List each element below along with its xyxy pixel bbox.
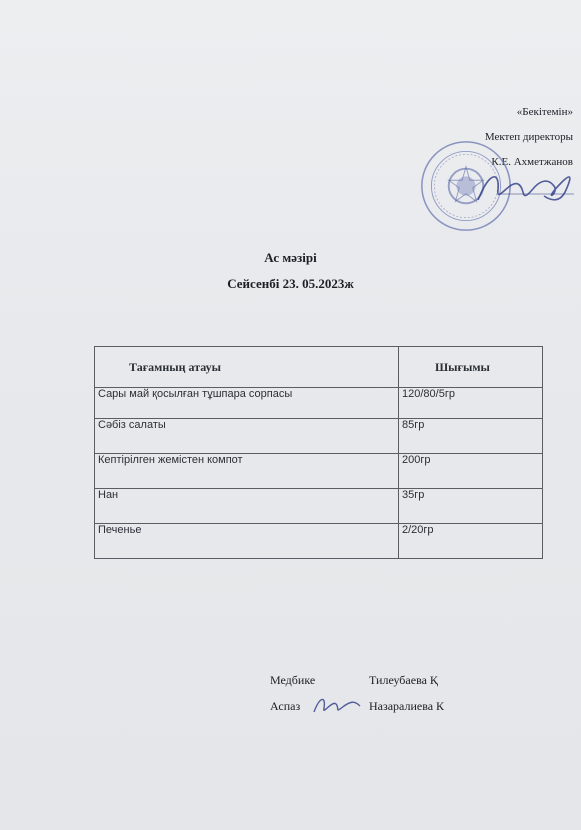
document-date: Сейсенбі 23. 05.2023ж [227,276,354,291]
approval-heading: «Бекітемін» [516,106,573,118]
dish-name-cell: Кептірілген жемістен компот [95,454,399,489]
table-row [95,489,543,524]
cook-name: Назаралиева К [369,699,445,713]
dish-name-cell: Нан [95,489,399,524]
dish-name-cell: Сәбіз салаты [95,419,399,454]
director-title: Мектеп директоры [484,131,573,143]
yield-cell: 200гр [399,454,543,489]
table-row [95,419,543,454]
header-yield: Шығымы [399,347,543,388]
table-header-row [95,347,543,388]
nurse-name: Тилеубаева Қ [369,673,438,687]
nurse-signoff [270,673,438,688]
dish-name-cell: Печенье [95,524,399,559]
table-row [95,388,543,419]
yield-cell: 2/20гр [399,524,543,559]
header-dish-name: Тағамның атауы [95,347,399,388]
document-title: Ас мәзірі [264,250,317,265]
dish-name-cell: Сары май қосылған тұшпара сорпасы [95,388,399,419]
cook-signature [310,692,366,720]
table-row [95,454,543,489]
table-row [95,524,543,559]
yield-cell: 120/80/5гр [399,388,543,419]
cook-role: Аспаз [270,699,301,713]
yield-cell: 85гр [399,419,543,454]
nurse-role: Медбике [270,673,316,687]
director-name: К.Е. Ахметжанов [491,156,573,168]
yield-cell: 35гр [399,489,543,524]
menu-table [94,346,543,559]
director-signature [470,160,580,220]
